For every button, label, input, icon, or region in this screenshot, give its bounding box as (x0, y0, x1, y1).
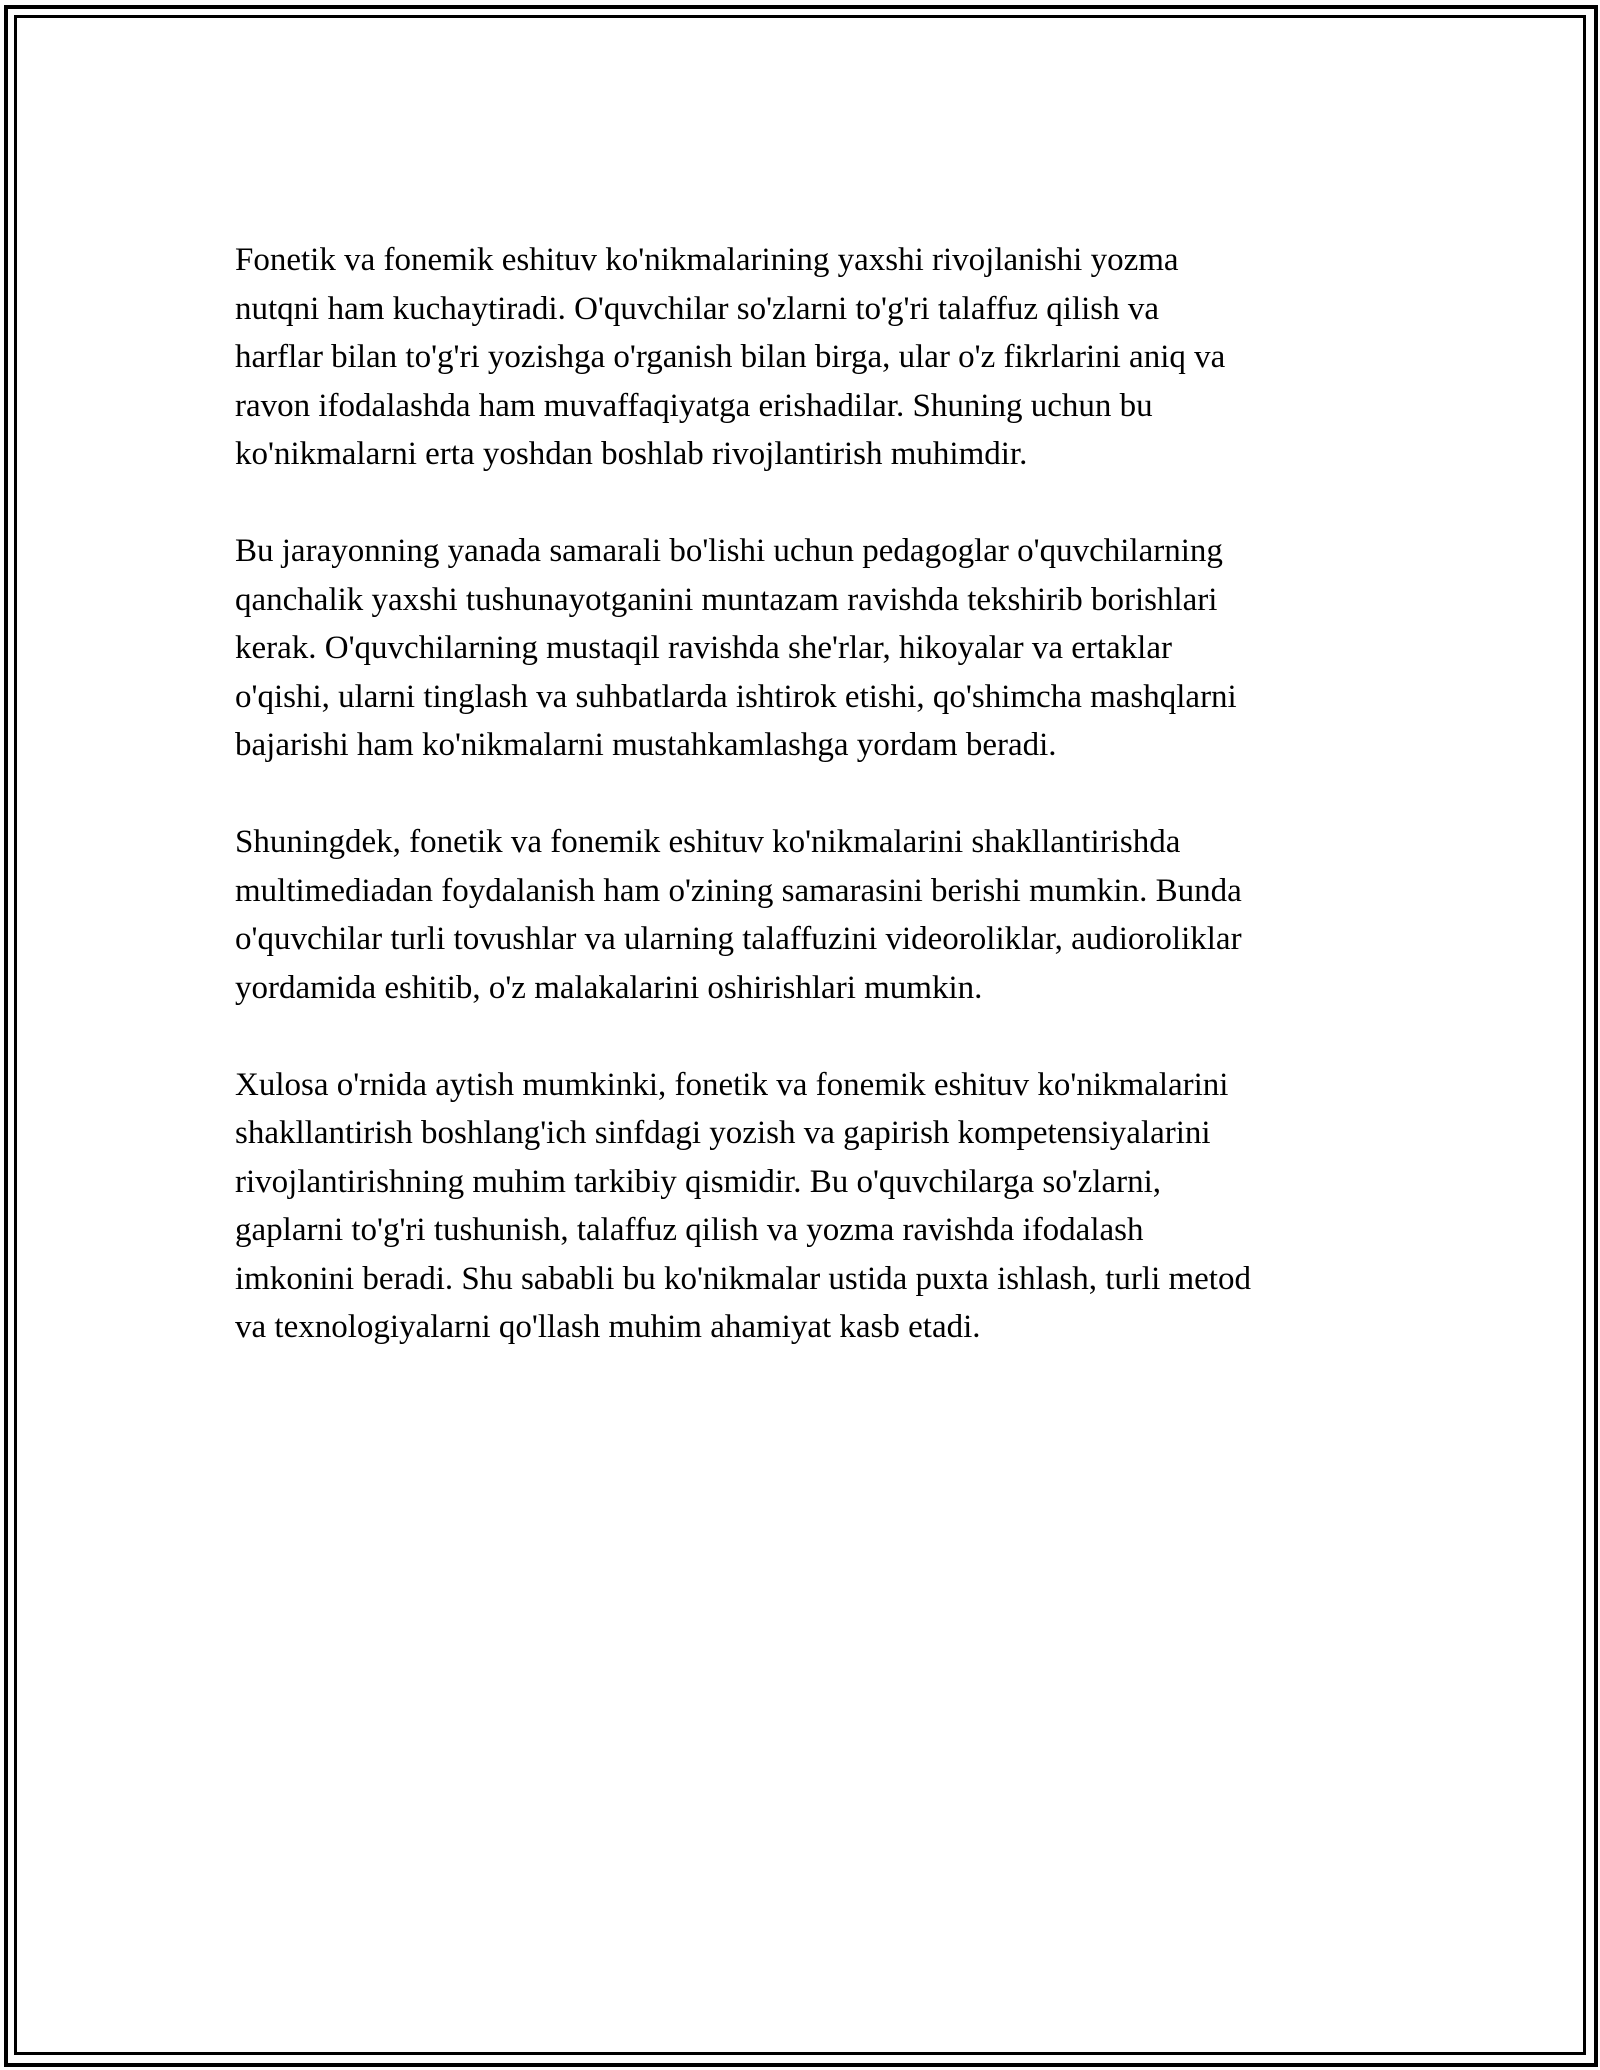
paragraph-2: Bu jarayonning yanada samarali bo'lishi uchun pedagoglar o'quvchilarning qanchalik yaxshi tushunayotganini muntazam ravishda tekshirib borishlari kerak. O'quvchilarning mustaqil ravishda she'rlar, hikoyalar va ertaklar o'qishi, ularni tinglash va suhbatlarda ishtirok etishi, qo'shimcha mashqlarni bajarishi ham ko'nikmalarni mustahkamlashga yordam beradi. (235, 533, 1237, 763)
paragraph-3: Shuningdek, fonetik va fonemik eshituv ko'nikmalarini shakllantirishda multimediadan foydalanish ham o'zining samarasini berishi mumkin. Bunda o'quvchilar turli tovushlar va ularning talaffuzini videoroliklar, audioroliklar yordamida eshitib, o'z malakalarini oshirishlari mumkin. (235, 824, 1242, 1006)
document-body (235, 236, 1375, 1400)
paragraph-1: Fonetik va fonemik eshituv ko'nikmalarining yaxshi rivojlanishi yozma nutqni ham kuchaytiradi. O'quvchilar so'zlarni to'g'ri talaffuz qilish va harflar bilan to'g'ri yozishga o'rganish bilan birga, ular o'z fikrlarini aniq va ravon ifodalashda ham muvaffaqiyatga erishadilar. Shuning uchun bu ko'nikmalarni erta yoshdan boshlab rivojlantirish muhimdir. (235, 242, 1226, 472)
paragraph-4: Xulosa o'rnida aytish mumkinki, fonetik va fonemik eshituv ko'nikmalarini shakllantirish boshlang'ich sinfdagi yozish va gapirish kompetensiyalarini rivojlantirishning muhim tarkibiy qismidir. Bu o'quvchilarga so'zlarni, gaplarni to'g'ri tushunish, talaffuz qilish va yozma ravishda ifodalash imkonini beradi. Shu sababli bu ko'nikmalar ustida puxta ishlash, turli metod va texnologiyalarni qo'llash muhim ahamiyat kasb etadi. (235, 1066, 1251, 1345)
